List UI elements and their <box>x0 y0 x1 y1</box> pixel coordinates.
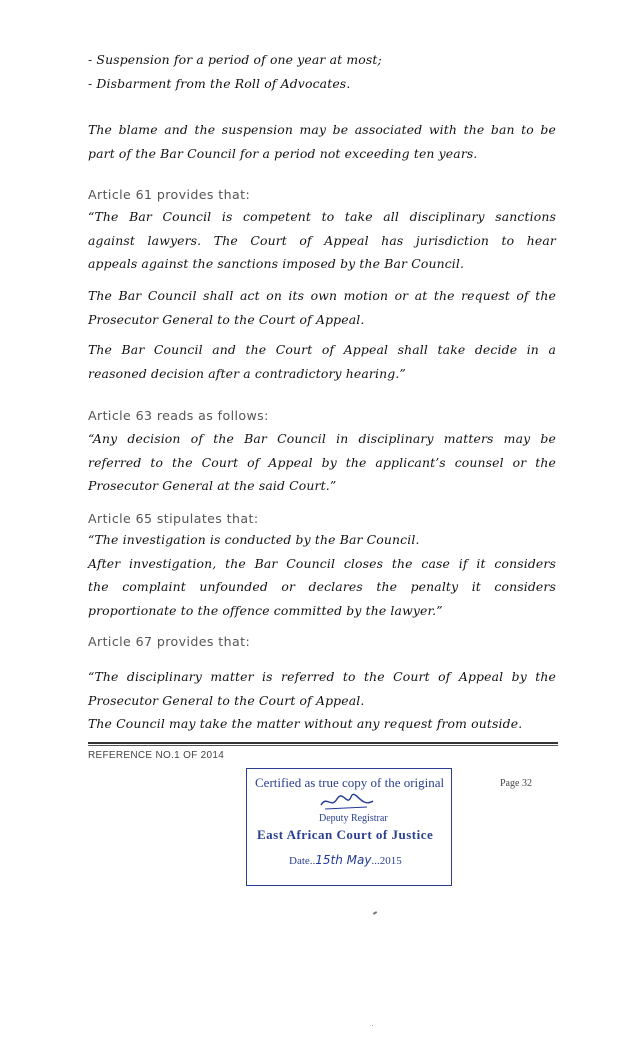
article-67-paragraph <box>88 665 556 736</box>
text-line: The Bar Council shall act on its own motion or at the request of the <box>88 288 556 303</box>
stamp-certified-text: Certified as true copy of the original <box>255 775 445 790</box>
text-line: against lawyers. The Court of Appeal has jurisdiction to hear <box>88 232 556 248</box>
ink-speck <box>373 911 377 915</box>
text-line: part of the Bar Council for a period not exceeding ten years. <box>88 145 478 161</box>
text-line: The Council may take the matter without any request from outside. <box>88 716 523 731</box>
text-line: The blame and the suspension may be associated with the ban to be <box>88 122 556 137</box>
stamp-date <box>289 853 402 867</box>
text-line: After investigation, the Bar Council closes the case if it considers <box>88 555 556 571</box>
text-line: “The investigation is conducted by the Bar Council. <box>88 532 420 547</box>
ink-speck <box>372 1025 373 1026</box>
text-line: the complaint unfounded or declares the penalty it considers <box>88 579 556 594</box>
article-61-paragraph-2 <box>88 284 556 331</box>
list-item: - Disbarment from the Roll of Advocates. <box>88 75 351 91</box>
article-67-intro: Article 67 provides that: <box>88 634 251 649</box>
text-line: Prosecutor General to the Court of Appeal. <box>88 311 365 327</box>
stamp-date-handwritten: 15th May <box>315 853 372 867</box>
article-61-paragraph-3 <box>88 338 556 385</box>
reference-number: REFERENCE NO.1 OF 2014 <box>88 750 225 761</box>
stamp-registrar-title: Deputy Registrar <box>319 813 388 824</box>
sanctions-list <box>88 48 556 95</box>
text-line: reasoned decision after a contradictory hearing.” <box>88 365 406 381</box>
stamp-court-name: East African Court of Justice <box>257 827 434 842</box>
article-61-intro: Article 61 provides that: <box>88 187 251 202</box>
text-line: “The disciplinary matter is referred to the Court of Appeal by the <box>88 669 556 684</box>
article-61-paragraph-1 <box>88 205 556 276</box>
text-line: proportionate to the offence committed by the lawyer.” <box>88 602 443 618</box>
certification-stamp <box>246 768 452 886</box>
footer-rule <box>88 742 558 744</box>
text-line: Prosecutor General to the Court of Appeal. <box>88 692 365 708</box>
text-line: “Any decision of the Bar Council in disciplinary matters may be <box>88 431 556 446</box>
article-65-paragraph <box>88 528 556 622</box>
text-line: The Bar Council and the Court of Appeal shall take decide in a <box>88 342 556 357</box>
article-65-intro: Article 65 stipulates that: <box>88 511 259 526</box>
text-line: referred to the Court of Appeal by the applicant’s counsel or the <box>88 454 556 470</box>
article-63-intro: Article 63 reads as follows: <box>88 408 269 423</box>
list-item: - Suspension for a period of one year at most; <box>88 52 382 67</box>
article-63-paragraph <box>88 427 556 498</box>
text-line: “The Bar Council is competent to take all disciplinary sanctions <box>88 209 556 224</box>
page-number: Page 32 <box>500 778 532 789</box>
stamp-date-prefix: Date.. <box>289 855 316 867</box>
text-line: appeals against the sanctions imposed by the Bar Council. <box>88 256 465 271</box>
text-line: Prosecutor General at the said Court.” <box>88 478 337 493</box>
stamp-date-year: ...2015 <box>371 855 402 867</box>
signature-icon <box>317 791 377 813</box>
blame-paragraph <box>88 118 556 165</box>
footer-rule-thin <box>88 745 558 746</box>
